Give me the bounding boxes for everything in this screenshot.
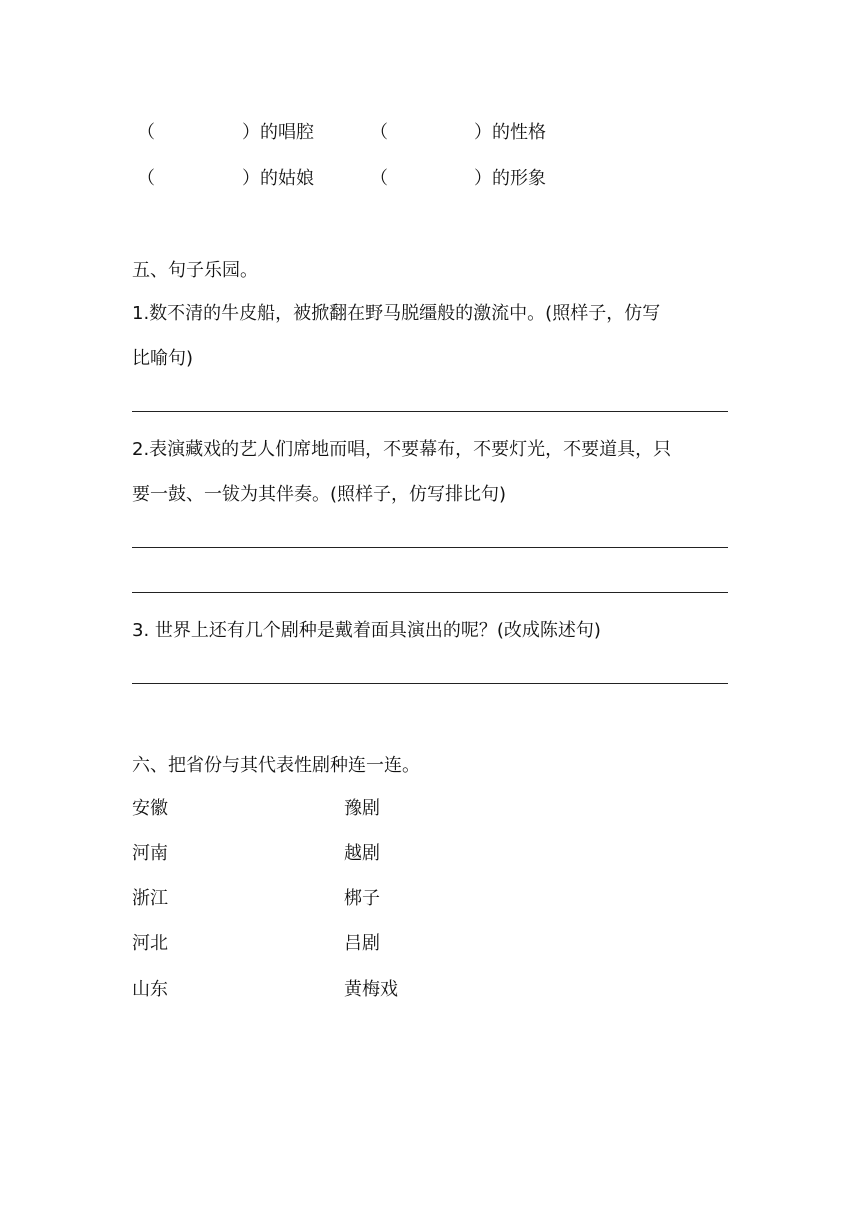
- question-1-text-cont: 比喻句): [132, 348, 194, 369]
- answer-line-2b[interactable]: [132, 592, 728, 593]
- province-item[interactable]: 河北: [132, 933, 168, 954]
- open-paren: （: [137, 168, 155, 189]
- province-item[interactable]: 安徽: [132, 798, 168, 819]
- answer-line-1[interactable]: [132, 411, 728, 412]
- open-paren: （: [137, 122, 155, 143]
- section-5-title: 五、句子乐园。: [132, 260, 258, 281]
- answer-line-2a[interactable]: [132, 547, 728, 548]
- province-item[interactable]: 山东: [132, 979, 168, 1000]
- question-1-text: 1.数不清的牛皮船，被掀翻在野马脱缰般的激流中。(照样子，仿写: [132, 303, 661, 324]
- opera-item[interactable]: 豫剧: [344, 798, 380, 819]
- province-item[interactable]: 河南: [132, 843, 168, 864]
- section-6-title: 六、把省份与其代表性剧种连一连。: [132, 755, 420, 776]
- answer-line-3[interactable]: [132, 683, 728, 684]
- opera-item[interactable]: 梆子: [344, 888, 380, 909]
- question-3-text: 3. 世界上还有几个剧种是戴着面具演出的呢？(改成陈述句): [132, 620, 601, 641]
- province-item[interactable]: 浙江: [132, 888, 168, 909]
- blank-phrase-suffix: ）的唱腔: [242, 122, 314, 143]
- question-2-text-cont: 要一鼓、一钹为其伴奏。(照样子，仿写排比句): [132, 484, 507, 505]
- question-2-text: 2.表演藏戏的艺人们席地而唱，不要幕布，不要灯光，不要道具，只: [132, 439, 672, 460]
- blank-phrase-suffix: ）的形象: [474, 168, 546, 189]
- open-paren: （: [370, 168, 388, 189]
- blank-phrase-suffix: ）的性格: [474, 122, 546, 143]
- blank-phrase-suffix: ）的姑娘: [242, 168, 314, 189]
- opera-item[interactable]: 吕剧: [344, 933, 380, 954]
- open-paren: （: [370, 122, 388, 143]
- opera-item[interactable]: 越剧: [344, 843, 380, 864]
- opera-item[interactable]: 黄梅戏: [344, 979, 398, 1000]
